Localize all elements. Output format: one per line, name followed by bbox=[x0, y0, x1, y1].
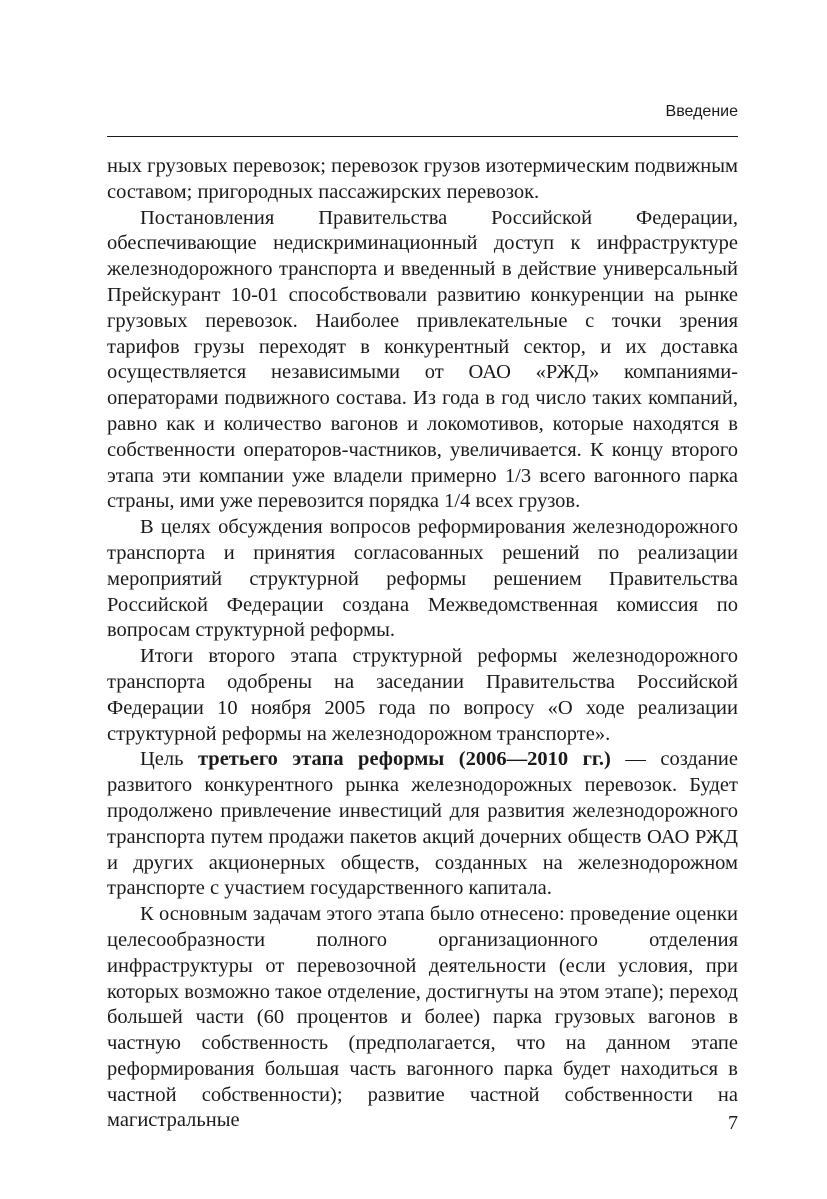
page-number: 7 bbox=[728, 1112, 738, 1134]
paragraph-4: Итоги второго этапа структурной реформы железнодорожного транспорта одобрены на заседании Правительства Российской Федерации 10 ноября 2005 года по вопросу «О ходе реализации структурной реформы на железнодорожном транспорте». bbox=[107, 645, 738, 745]
paragraph-6: К основным задачам этого этапа было отнесено: проведение оценки целесообразности полного организационного отделения инфраструктуры от перевозочной деятельности (если условия, при которых возможно такое отделение, достигнуты на этом этапе); переход большей части (60 процентов и более) парка грузовых вагонов в частную собственность (предполагается, что на данном этапе реформирования большая часть вагонного парка будет находиться в частной собственности); развитие частной собственности на магистральные bbox=[107, 903, 738, 1132]
paragraph-3: В целях обсуждения вопросов реформирования железнодорожного транспорта и принятия согласованных решений по реализации мероприятий структурной реформы решением Правительства Российской Федерации создана Межведомственная комиссия по вопросам структурной реформы. bbox=[107, 516, 738, 642]
paragraph-5-rest: — создание развитого конкурентного рынка железнодорожных перевозок. Будет продолжено привлечение инвестиций для развития железнодорожного транспорта путем продажи пакетов акций дочерних обществ ОАО РЖД и других акционерных обществ, созданных на железнодорожном транспорте с участием государственного капитала. bbox=[107, 748, 738, 900]
paragraph-1: ных грузовых перевозок; перевозок грузов изотермическим подвижным составом; пригородных пассажирских перевозок. bbox=[107, 155, 738, 203]
paragraph-5-emphasis: третьего этапа реформы (2006—2010 гг.) bbox=[197, 748, 611, 771]
paragraph-5-lead: Цель bbox=[140, 748, 198, 771]
paragraph-5 bbox=[107, 747, 738, 902]
running-head: Введение bbox=[665, 103, 738, 120]
paragraph-2: Постановления Правительства Российской Федерации, обеспечивающие недискриминационный доступ к инфраструктуре железнодорожного транспорта и введенный в действие универсальный Прейскурант 10-01 способствовали развитию конкуренции на рынке грузовых перевозок. Наиболее привлекательные с точки зрения тарифов грузы переходят в конкурентный сектор, и их доставка осуществляется независимыми от ОАО «РЖД» компаниями-операторами подвижного состава. Из года в год число таких компаний, равно как и количество вагонов и локомотивов, которые находятся в собственности операторов-частников, увеличивается. К концу второго этапа эти компании уже владели примерно 1/3 всего вагонного парка страны, ими уже перевозится порядка 1/4 всех грузов. bbox=[107, 206, 738, 513]
body-text bbox=[107, 154, 738, 1134]
header-rule bbox=[107, 136, 738, 137]
